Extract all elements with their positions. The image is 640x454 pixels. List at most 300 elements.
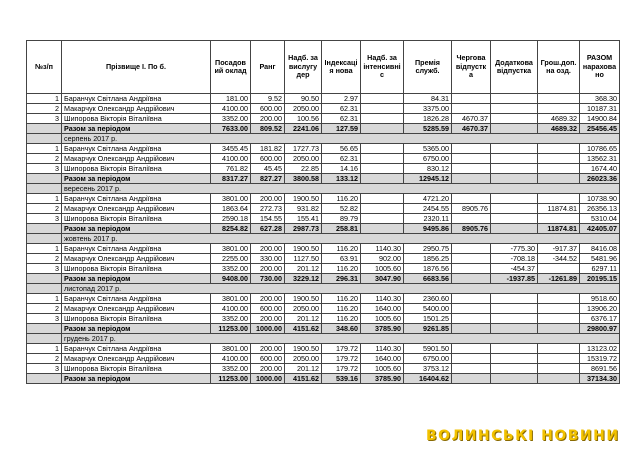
value-cell: 6376.17 [580, 314, 620, 324]
value-cell [361, 144, 404, 154]
value-cell: 1000.00 [251, 374, 285, 384]
month-label: листопад 2017 р. [62, 284, 620, 294]
value-cell: 200.00 [251, 314, 285, 324]
value-cell [491, 144, 538, 154]
value-cell: 3753.12 [404, 364, 452, 374]
value-cell: -1261.89 [538, 274, 580, 284]
value-cell [538, 94, 580, 104]
table-body [27, 94, 620, 384]
table-row [27, 354, 620, 364]
value-cell: 45.45 [251, 164, 285, 174]
value-cell: 13123.02 [580, 344, 620, 354]
name-cell: Баранчук Світлана Андріївна [62, 94, 211, 104]
name-cell: Баранчук Світлана Андріївна [62, 144, 211, 154]
value-cell: 2.97 [322, 94, 361, 104]
value-cell: 90.50 [285, 94, 322, 104]
table-row [27, 214, 620, 224]
value-cell: 3047.90 [361, 274, 404, 284]
value-cell: 6297.11 [580, 264, 620, 274]
value-cell [538, 194, 580, 204]
header-cell: Чергова відпустк а [452, 41, 491, 94]
value-cell: 4151.62 [285, 324, 322, 334]
name-cell: Макарчук Олександр Андрійович [62, 204, 211, 214]
value-cell: -917.37 [538, 244, 580, 254]
value-cell [452, 214, 491, 224]
value-cell: 2590.18 [211, 214, 251, 224]
value-cell: 3800.58 [285, 174, 322, 184]
value-cell: 200.00 [251, 294, 285, 304]
value-cell: 1005.60 [361, 314, 404, 324]
value-cell [491, 294, 538, 304]
value-cell [538, 314, 580, 324]
name-cell: Баранчук Світлана Андріївна [62, 194, 211, 204]
value-cell: 1856.25 [404, 254, 452, 264]
name-cell: Макарчук Олександр Андрійович [62, 104, 211, 114]
value-cell: 1501.25 [404, 314, 452, 324]
value-cell: 1674.40 [580, 164, 620, 174]
value-cell: 6750.00 [404, 354, 452, 364]
value-cell: 11253.00 [211, 374, 251, 384]
header-cell: Надб. за вислугу дер [285, 41, 322, 94]
month-number-cell [27, 334, 62, 344]
name-cell: Макарчук Олександр Андрійович [62, 254, 211, 264]
header-cell: Прізвище І. По б. [62, 41, 211, 94]
value-cell [452, 344, 491, 354]
value-cell: 181.82 [251, 144, 285, 154]
value-cell [361, 104, 404, 114]
value-cell: 258.81 [322, 224, 361, 234]
row-number-cell: 1 [27, 144, 62, 154]
value-cell [491, 174, 538, 184]
value-cell [538, 364, 580, 374]
value-cell: 200.00 [251, 194, 285, 204]
value-cell: 931.82 [285, 204, 322, 214]
value-cell: 3352.00 [211, 114, 251, 124]
value-cell: 1140.30 [361, 344, 404, 354]
value-cell: 22.85 [285, 164, 322, 174]
row-number-cell [27, 274, 62, 284]
value-cell: 26356.13 [580, 204, 620, 214]
value-cell: 368.30 [580, 94, 620, 104]
value-cell: 6683.56 [404, 274, 452, 284]
row-number-cell: 2 [27, 104, 62, 114]
value-cell: 3801.00 [211, 344, 251, 354]
total-row [27, 274, 620, 284]
name-cell: Шипорова Вікторія Віталіївна [62, 264, 211, 274]
table-row [27, 94, 620, 104]
value-cell: 200.00 [251, 264, 285, 274]
value-cell [361, 194, 404, 204]
month-row [27, 134, 620, 144]
value-cell [491, 224, 538, 234]
value-cell [452, 94, 491, 104]
value-cell: 8691.56 [580, 364, 620, 374]
value-cell: 1005.60 [361, 364, 404, 374]
value-cell: 809.52 [251, 124, 285, 134]
value-cell: 2050.00 [285, 104, 322, 114]
value-cell: 2950.75 [404, 244, 452, 254]
value-cell [491, 364, 538, 374]
value-cell: 730.00 [251, 274, 285, 284]
value-cell [491, 204, 538, 214]
value-cell [361, 214, 404, 224]
header-cell: Додаткова відпустка [491, 41, 538, 94]
value-cell: 11253.00 [211, 324, 251, 334]
value-cell: 4151.62 [285, 374, 322, 384]
value-cell [491, 214, 538, 224]
value-cell [452, 174, 491, 184]
value-cell: 29800.97 [580, 324, 620, 334]
value-cell: 4670.37 [452, 124, 491, 134]
value-cell: 6750.00 [404, 154, 452, 164]
row-number-cell: 2 [27, 254, 62, 264]
name-cell: Разом за періодом [62, 374, 211, 384]
value-cell: 181.00 [211, 94, 251, 104]
value-cell: 179.72 [322, 364, 361, 374]
value-cell: 4689.32 [538, 114, 580, 124]
value-cell [361, 94, 404, 104]
value-cell: 4670.37 [452, 114, 491, 124]
row-number-cell: 3 [27, 164, 62, 174]
value-cell [491, 374, 538, 384]
value-cell: 1640.00 [361, 304, 404, 314]
value-cell: 1863.64 [211, 204, 251, 214]
value-cell: 9261.85 [404, 324, 452, 334]
value-cell: 600.00 [251, 154, 285, 164]
value-cell: 179.72 [322, 354, 361, 364]
value-cell: 62.31 [322, 154, 361, 164]
value-cell: 1140.30 [361, 294, 404, 304]
value-cell: 4100.00 [211, 154, 251, 164]
value-cell: 3455.45 [211, 144, 251, 154]
total-row [27, 224, 620, 234]
value-cell [452, 294, 491, 304]
table-row [27, 154, 620, 164]
value-cell: 179.72 [322, 344, 361, 354]
table-row [27, 204, 620, 214]
value-cell [452, 354, 491, 364]
value-cell: 600.00 [251, 304, 285, 314]
value-cell: 2987.73 [285, 224, 322, 234]
value-cell [452, 264, 491, 274]
value-cell: 4100.00 [211, 104, 251, 114]
name-cell: Разом за періодом [62, 224, 211, 234]
value-cell: 12945.12 [404, 174, 452, 184]
value-cell: 37134.30 [580, 374, 620, 384]
value-cell [452, 324, 491, 334]
value-cell [491, 324, 538, 334]
table-row [27, 194, 620, 204]
table-row [27, 364, 620, 374]
value-cell: 62.31 [322, 114, 361, 124]
value-cell [361, 204, 404, 214]
month-label: жовтень 2017 р. [62, 234, 620, 244]
value-cell: 116.20 [322, 314, 361, 324]
value-cell: 3352.00 [211, 264, 251, 274]
name-cell: Разом за періодом [62, 274, 211, 284]
value-cell [491, 314, 538, 324]
value-cell: 3801.00 [211, 244, 251, 254]
value-cell: 116.20 [322, 194, 361, 204]
value-cell: 84.31 [404, 94, 452, 104]
row-number-cell [27, 124, 62, 134]
value-cell [491, 114, 538, 124]
value-cell: 296.31 [322, 274, 361, 284]
value-cell: 3785.90 [361, 374, 404, 384]
value-cell: 11874.81 [538, 224, 580, 234]
value-cell: 2255.00 [211, 254, 251, 264]
value-cell: 1900.50 [285, 194, 322, 204]
value-cell: 201.12 [285, 364, 322, 374]
name-cell: Баранчук Світлана Андріївна [62, 294, 211, 304]
month-row [27, 184, 620, 194]
name-cell: Шипорова Вікторія Віталіївна [62, 314, 211, 324]
month-label: грудень 2017 р. [62, 334, 620, 344]
value-cell: 4721.20 [404, 194, 452, 204]
value-cell: 8905.76 [452, 204, 491, 214]
value-cell: 600.00 [251, 354, 285, 364]
value-cell: 42405.07 [580, 224, 620, 234]
value-cell: 63.91 [322, 254, 361, 264]
header-cell: №з/п [27, 41, 62, 94]
value-cell: 8905.76 [452, 224, 491, 234]
table-row [27, 104, 620, 114]
value-cell [538, 294, 580, 304]
value-cell: 9.52 [251, 94, 285, 104]
month-row [27, 334, 620, 344]
value-cell [491, 164, 538, 174]
value-cell: 600.00 [251, 104, 285, 114]
month-label: серпень 2017 р. [62, 134, 620, 144]
header-cell: Індексаці я нова [322, 41, 361, 94]
value-cell: 4689.32 [538, 124, 580, 134]
value-cell: 10738.90 [580, 194, 620, 204]
payroll-table [26, 40, 620, 384]
value-cell [538, 324, 580, 334]
value-cell: 10786.65 [580, 144, 620, 154]
name-cell: Разом за періодом [62, 124, 211, 134]
value-cell [452, 104, 491, 114]
row-number-cell: 3 [27, 314, 62, 324]
row-number-cell: 3 [27, 214, 62, 224]
name-cell: Шипорова Вікторія Віталіївна [62, 364, 211, 374]
value-cell [361, 114, 404, 124]
month-number-cell [27, 184, 62, 194]
table-row [27, 314, 620, 324]
value-cell: 3352.00 [211, 314, 251, 324]
value-cell: 5365.00 [404, 144, 452, 154]
value-cell [538, 144, 580, 154]
value-cell: 200.00 [251, 364, 285, 374]
value-cell [452, 154, 491, 164]
value-cell [538, 164, 580, 174]
row-number-cell: 1 [27, 344, 62, 354]
value-cell: 8254.82 [211, 224, 251, 234]
row-number-cell: 2 [27, 304, 62, 314]
value-cell: 201.12 [285, 264, 322, 274]
total-row [27, 324, 620, 334]
header-cell: Премія служб. [404, 41, 452, 94]
value-cell: 1876.56 [404, 264, 452, 274]
value-cell [538, 354, 580, 364]
value-cell [361, 154, 404, 164]
row-number-cell: 3 [27, 364, 62, 374]
header-cell: Надб. за інтенсивні с [361, 41, 404, 94]
value-cell [538, 104, 580, 114]
value-cell [452, 304, 491, 314]
value-cell [538, 374, 580, 384]
value-cell: 1005.60 [361, 264, 404, 274]
value-cell: 627.28 [251, 224, 285, 234]
value-cell: -1937.85 [491, 274, 538, 284]
value-cell: 1900.50 [285, 294, 322, 304]
value-cell: 761.82 [211, 164, 251, 174]
row-number-cell: 2 [27, 154, 62, 164]
header-cell: Ранг [251, 41, 285, 94]
table-row [27, 304, 620, 314]
name-cell: Макарчук Олександр Андрійович [62, 304, 211, 314]
row-number-cell: 2 [27, 204, 62, 214]
month-row [27, 234, 620, 244]
row-number-cell: 2 [27, 354, 62, 364]
value-cell: 9495.86 [404, 224, 452, 234]
value-cell: 1640.00 [361, 354, 404, 364]
table-row [27, 344, 620, 354]
name-cell: Разом за періодом [62, 174, 211, 184]
value-cell: 9408.00 [211, 274, 251, 284]
name-cell: Шипорова Вікторія Віталіївна [62, 214, 211, 224]
value-cell: 830.12 [404, 164, 452, 174]
value-cell: 52.82 [322, 204, 361, 214]
value-cell [491, 354, 538, 364]
value-cell: 200.00 [251, 114, 285, 124]
value-cell: 154.55 [251, 214, 285, 224]
value-cell [452, 194, 491, 204]
table-row [27, 294, 620, 304]
value-cell: 539.16 [322, 374, 361, 384]
table-row [27, 114, 620, 124]
value-cell [452, 314, 491, 324]
month-label: вересень 2017 р. [62, 184, 620, 194]
value-cell: 116.20 [322, 244, 361, 254]
value-cell: 155.41 [285, 214, 322, 224]
value-cell: 56.65 [322, 144, 361, 154]
value-cell: 5901.50 [404, 344, 452, 354]
name-cell: Макарчук Олександр Андрійович [62, 354, 211, 364]
total-row [27, 124, 620, 134]
name-cell: Шипорова Вікторія Віталіївна [62, 164, 211, 174]
value-cell: 116.20 [322, 294, 361, 304]
value-cell: 62.31 [322, 104, 361, 114]
value-cell: 200.00 [251, 244, 285, 254]
month-row [27, 284, 620, 294]
header-row [27, 41, 620, 94]
month-number-cell [27, 134, 62, 144]
row-number-cell [27, 174, 62, 184]
value-cell [452, 374, 491, 384]
value-cell: 348.60 [322, 324, 361, 334]
row-number-cell: 1 [27, 94, 62, 104]
name-cell: Разом за періодом [62, 324, 211, 334]
value-cell: 1140.30 [361, 244, 404, 254]
name-cell: Баранчук Світлана Андріївна [62, 344, 211, 354]
value-cell: 2050.00 [285, 154, 322, 164]
value-cell [491, 94, 538, 104]
value-cell: 5285.59 [404, 124, 452, 134]
value-cell: 201.12 [285, 314, 322, 324]
table-row [27, 264, 620, 274]
value-cell: 13906.20 [580, 304, 620, 314]
header-cell: Посадов ий оклад [211, 41, 251, 94]
value-cell: 5400.00 [404, 304, 452, 314]
value-cell: 2050.00 [285, 354, 322, 364]
value-cell [491, 304, 538, 314]
value-cell: 2320.11 [404, 214, 452, 224]
value-cell: 2050.00 [285, 304, 322, 314]
value-cell [538, 214, 580, 224]
value-cell: 1127.50 [285, 254, 322, 264]
value-cell: 272.73 [251, 204, 285, 214]
value-cell: 2360.60 [404, 294, 452, 304]
value-cell: 9518.60 [580, 294, 620, 304]
value-cell: 5481.96 [580, 254, 620, 264]
value-cell: 15319.72 [580, 354, 620, 364]
value-cell [361, 124, 404, 134]
value-cell: 827.27 [251, 174, 285, 184]
table-row [27, 254, 620, 264]
table-row [27, 244, 620, 254]
row-number-cell [27, 224, 62, 234]
value-cell: 3785.90 [361, 324, 404, 334]
value-cell: 100.56 [285, 114, 322, 124]
value-cell [452, 364, 491, 374]
value-cell [361, 174, 404, 184]
value-cell [491, 124, 538, 134]
value-cell: 25456.45 [580, 124, 620, 134]
value-cell: 4100.00 [211, 354, 251, 364]
value-cell [452, 164, 491, 174]
value-cell: 127.59 [322, 124, 361, 134]
value-cell: 89.79 [322, 214, 361, 224]
value-cell: 7633.00 [211, 124, 251, 134]
value-cell: 2241.06 [285, 124, 322, 134]
value-cell [452, 144, 491, 154]
total-row [27, 374, 620, 384]
value-cell: 8317.27 [211, 174, 251, 184]
name-cell: Шипорова Вікторія Віталіївна [62, 114, 211, 124]
value-cell [452, 254, 491, 264]
row-number-cell: 3 [27, 114, 62, 124]
value-cell: 10187.31 [580, 104, 620, 114]
header-cell: РАЗОМ нарахова но [580, 41, 620, 94]
total-row [27, 174, 620, 184]
table-row [27, 164, 620, 174]
value-cell: 11874.81 [538, 204, 580, 214]
value-cell: 330.00 [251, 254, 285, 264]
value-cell [361, 164, 404, 174]
table-row [27, 144, 620, 154]
value-cell [361, 224, 404, 234]
value-cell: 1900.50 [285, 344, 322, 354]
watermark-logo: ВОЛИНСЬКІ НОВИНИ [426, 428, 620, 444]
value-cell [491, 154, 538, 164]
row-number-cell: 1 [27, 194, 62, 204]
value-cell: 26023.36 [580, 174, 620, 184]
value-cell: 133.12 [322, 174, 361, 184]
header-cell: Грош.доп. на озд. [538, 41, 580, 94]
value-cell: 3801.00 [211, 294, 251, 304]
value-cell: 1727.73 [285, 144, 322, 154]
